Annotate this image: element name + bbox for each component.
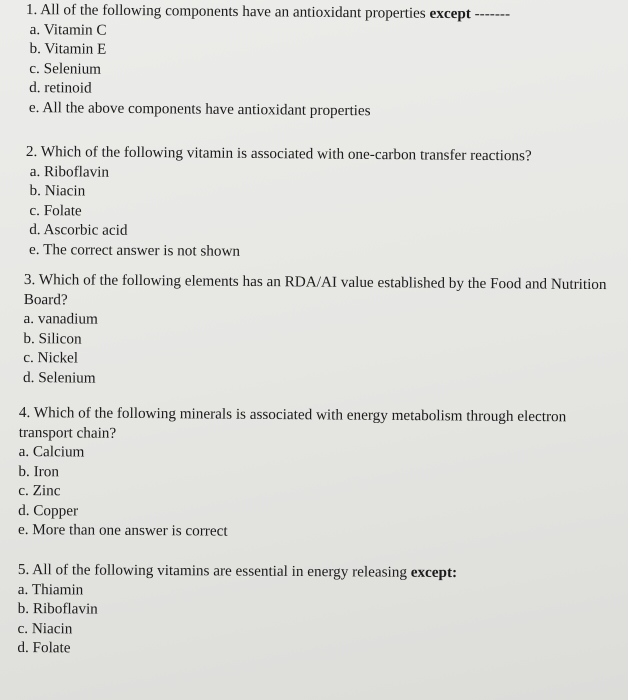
question-1-option-d: d. retinoid: [29, 78, 92, 97]
question-4-option-a: a. Calcium: [18, 442, 85, 461]
question-3-option-d: d. Selenium: [22, 368, 96, 387]
question-2-option-e: e. The correct answer is not shown: [28, 240, 241, 260]
question-3: [23, 270, 614, 392]
question-4-option-e: e. More than one answer is correct: [17, 520, 228, 540]
question-3-text: 3. Which of the following elements has an RDA/AI value established by the Food and Nutrition Board?: [23, 270, 607, 308]
question-2-text: 2. Which of the following vitamin is associated with one-carbon transfer reactions?: [25, 142, 532, 165]
question-4-text: 4. Which of the following minerals is associated with energy metabolism through electron transport chain?: [18, 403, 567, 442]
question-2-option-a: a. Riboflavin: [29, 162, 110, 181]
question-5-option-a: a. Thiamin: [17, 580, 84, 598]
question-4-option-c: c. Zinc: [18, 481, 61, 500]
question-5-option-d: d. Folate: [17, 638, 71, 657]
question-4-option-d: d. Copper: [18, 501, 79, 519]
question-2: [25, 142, 628, 264]
question-2-option-d: d. Ascorbic acid: [29, 220, 128, 239]
question-1-keyword: except: [429, 4, 471, 23]
question-5-option-b: b. Riboflavin: [17, 599, 98, 618]
question-5-stem: 5. All of the following vitamins are essential in energy releasing: [17, 561, 407, 581]
question-1: [25, 0, 628, 123]
question-4: [18, 403, 609, 544]
question-5-keyword: except:: [410, 563, 458, 582]
question-3-option-b: b. Silicon: [23, 329, 82, 348]
question-5-option-c: c. Niacin: [17, 619, 73, 637]
question-1-option-e: e. All the above components have antioxidant properties: [28, 98, 371, 119]
question-4-option-b: b. Iron: [18, 462, 60, 480]
question-2-option-c: c. Folate: [29, 201, 82, 219]
question-5: [17, 560, 628, 662]
question-1-stem: 1. All of the following components have an antioxidant properties: [25, 0, 426, 22]
question-3-option-a: a. vanadium: [23, 309, 98, 328]
question-1-option-c: c. Selenium: [29, 59, 102, 78]
question-2-option-b: b. Niacin: [29, 181, 86, 200]
question-3-option-c: c. Nickel: [23, 348, 79, 367]
question-1-suffix: -------: [474, 5, 511, 23]
question-1-option-a: a. Vitamin C: [29, 20, 107, 39]
question-1-option-b: b. Vitamin E: [29, 39, 107, 58]
